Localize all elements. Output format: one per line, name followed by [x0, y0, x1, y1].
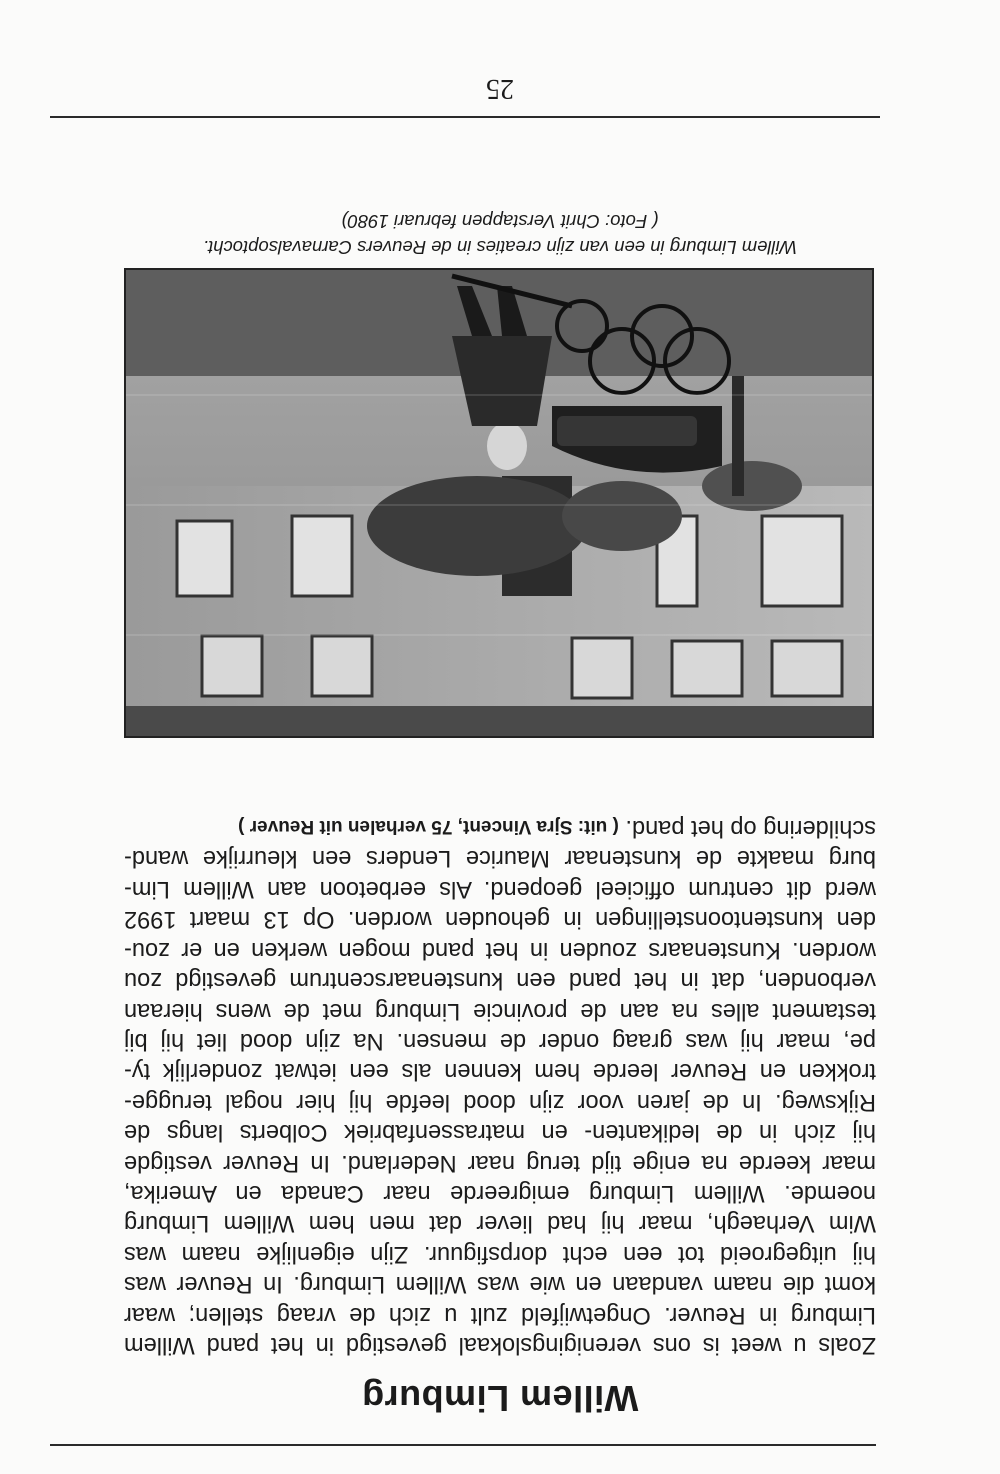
body-line: komt die naam vandaan en wie was Willem Limburg. In Reuver was: [124, 1271, 876, 1298]
page-number: 25: [486, 73, 514, 104]
body-line: testament alles na aan de provincie Limburg met de wens hieraan: [124, 997, 876, 1024]
body-line: hij uitgegroeid tot een echt dorpsfiguur. Zijn eigenlijke naam was: [124, 1240, 876, 1267]
body-line: trokken en Reuver leerde hem kennen als een ietwat zonderlijk ty-: [124, 1058, 876, 1085]
photo-caption: [124, 208, 876, 260]
body-line: burg maakte de kunstenaar Maurice Lenders een kleurrijke wand-: [124, 845, 876, 872]
body-line: Limburg in Reuver. Ongetwijfeld zult u zich de vraag stellen; waar: [124, 1301, 876, 1328]
photo-illustration: [126, 270, 872, 736]
top-rule: [50, 1444, 876, 1446]
bottom-rule: [50, 116, 880, 118]
caption-line-1: Willem Limburg in een van zijn creaties in de Reuvers Carnavalsoptocht.: [202, 237, 798, 258]
page-title: Willem Limburg: [361, 1378, 639, 1419]
body-line: worden. Kunstenaars zouden in het pand mogen werken en er zou-: [124, 936, 876, 963]
caption-credit: ( Foto: Chrit Verstappen februari 1980): [341, 211, 659, 232]
body-line: maar keerde na enige tijd terug naar Nederland. In Reuver vestigde: [124, 1149, 876, 1176]
body-line: Wim Verhaegh, maar hij had liever dat men hem Willem Limburg: [124, 1210, 876, 1237]
body-line: Zoals u weet is ons verenigingslokaal gevestigd in het pand Willem: [124, 1332, 876, 1358]
body-last-text: schildering op het pand.: [618, 815, 876, 842]
article-body: [124, 811, 876, 1360]
body-line: hij zich in de ledikanten- en matrassenfabriek Colberts langs de: [124, 1119, 876, 1146]
body-line: noemde. Willem Limburg emigreerde naar Canada en Amerika,: [124, 1179, 876, 1206]
carnival-photo: [124, 268, 874, 738]
body-line: werd dit centrum officieel geopend. Als eerbetoon aan Willem Lim-: [124, 875, 876, 902]
body-line: den kunstentoonstellingen in gehouden worden. Op 13 maart 1992: [124, 906, 876, 933]
body-line: pe, maar hij was graag onder de mensen. Na zijn dood liet hij bij: [124, 1027, 876, 1054]
body-line-last: [124, 811, 876, 843]
body-line: verbonden, dat in het pand een kunstenaarscentrum gevestigd zou: [124, 967, 876, 994]
body-line: Rijksweg. In de jaren voor zijn dood leefde hij hier nogal terugge-: [124, 1088, 876, 1115]
source-citation: ( uit: Sjra Vincent, 75 verhalen uit Reuver ): [238, 816, 619, 838]
